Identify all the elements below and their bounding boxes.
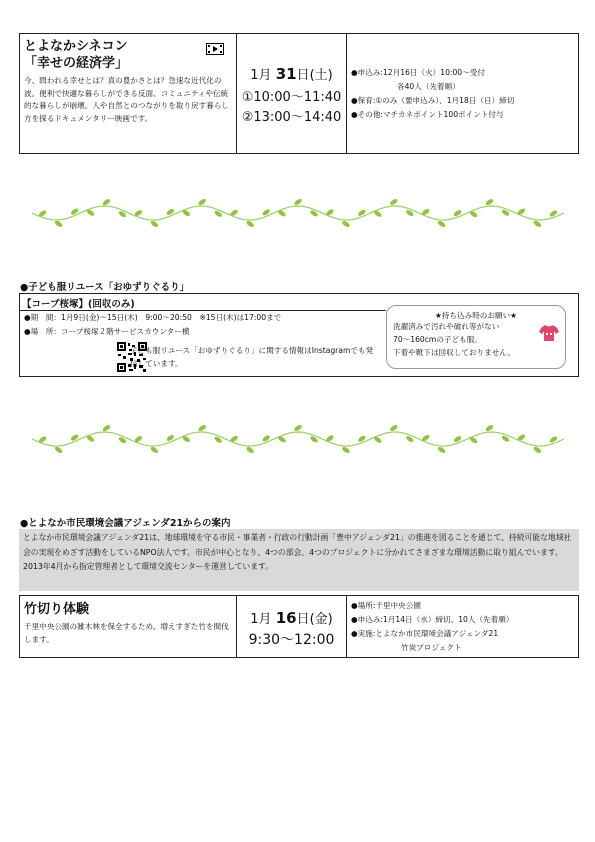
date-weekday: 日(金): [296, 612, 333, 627]
notice-line-1: 洗濯済みで汚れや破れ等がない: [393, 322, 500, 331]
date-weekday: 日(土): [296, 68, 333, 83]
info-childcare: ●保育:①のみ（要申込み）、1月18日（日）締切: [351, 96, 515, 105]
vine-stem: [32, 206, 564, 220]
event-date: [237, 64, 346, 86]
leaf-icon: [485, 425, 494, 432]
date-day: 31: [275, 65, 297, 83]
leaf-icon: [437, 446, 446, 453]
leaf-icon: [54, 446, 63, 453]
leaf-icon: [341, 220, 350, 227]
divider: [346, 596, 347, 657]
cinecon-event-box: [19, 33, 579, 154]
leaf-icon: [389, 199, 398, 206]
event-time: 9:30〜12:00: [248, 632, 335, 648]
leaf-icon: [437, 220, 446, 227]
leaf-icon: [197, 425, 206, 432]
place-text: ●場 所：コープ桜塚２階サービスカウンター横: [24, 327, 190, 336]
info-other: ●その他:マチカネポイント100ポイント付与: [351, 110, 504, 119]
leaf-icon: [341, 446, 350, 453]
event-subtitle: 「幸せの経済学」: [24, 56, 129, 71]
leaf-icon: [293, 425, 302, 432]
reuse-box: [19, 293, 579, 377]
event-date: [237, 608, 346, 630]
date-month: 1月: [250, 612, 272, 627]
date-day: 16: [275, 609, 297, 627]
event-description: 千里中央公園の雑木林を保全するため、増えすぎた竹を間伐します。: [24, 622, 229, 644]
leaf-icon: [150, 446, 159, 453]
divider: [20, 310, 386, 311]
leaf-icon: [197, 199, 206, 206]
shirt-icon: [539, 324, 559, 342]
divider: [346, 34, 347, 153]
info-capacity: 各40人（先着順）: [397, 82, 460, 91]
event-title: とよなかシネコン: [24, 39, 128, 54]
section-heading-reuse: ●子ども服リユース「おゆずりぐるり」: [20, 282, 190, 293]
agenda-intro-text: とよなか市民環境会議アジェンダ21は、地球環境を守る市民・事業者・行政の行動計画「豊中アジェンダ21」の推進を図ることを通じて、持続可能な地域社会の実現をめざす活動をしているNPO法人です。市民が中心となり、4つの部会、4つのプロジェクトに分かれてさまざまな環境活動に取り組んでいます。2013年4月から指定管理者として環境交流センターを運営しています。: [23, 533, 572, 571]
info-application: ●申込み:12月16日（火）10:00〜受付: [351, 68, 485, 77]
vine-stem: [32, 432, 564, 446]
info-place: ●場所:千里中央公園: [351, 601, 421, 610]
section-heading-agenda: ●とよなか市民環境会議アジェンダ21からの案内: [20, 518, 231, 529]
leaf-icon: [533, 220, 542, 227]
time-slot-1: ①10:00〜11:40: [241, 90, 342, 105]
leaf-icon: [102, 425, 111, 432]
location-title: 【コープ桜塚】(回収のみ): [22, 299, 135, 310]
leaf-icon: [54, 220, 63, 227]
notice-title: ★持ち込み時のお願い★: [435, 311, 517, 320]
film-icon: [206, 40, 224, 52]
leaf-icon: [150, 220, 159, 227]
period-text: ●期 間：1月9日(金)〜15日(木) 9:00〜20:50 ※15日(木)は17:00まで: [24, 313, 282, 322]
leaf-icon: [293, 199, 302, 206]
time-slot-2: ②13:00〜14:40: [241, 110, 342, 125]
notice-line-3: 下着や靴下は回収しておりません。: [393, 348, 515, 357]
date-month: 1月: [250, 68, 272, 83]
bamboo-event-box: [19, 595, 579, 658]
leaf-icon: [533, 446, 542, 453]
event-info: [351, 66, 514, 122]
event-info: [351, 599, 513, 655]
leaf-icon: [245, 446, 254, 453]
event-title: 竹切り体験: [24, 602, 90, 617]
info-project: 竹炭プロジェクト: [401, 643, 462, 652]
agenda-intro-band: [19, 529, 579, 591]
notice-line-2: 70〜160cmの子ども服。: [393, 335, 482, 344]
leaf-icon: [389, 425, 398, 432]
info-organizer: ●実施:とよなか市民環境会議アジェンダ21: [351, 629, 499, 638]
notice-box: [386, 305, 566, 369]
event-description: 今、問われる幸せとは？真の豊かさとは？急速な近代化の波。便利で快適な暮らしができる反面、コミュニティや伝統的な暮らしが崩壊。人や自然とのつながりを取り戻す暮らし方を探るドキュメンタリー映画です。: [24, 76, 230, 123]
instagram-note: 子ども服リユース「おゆずりぐるり」に関する情報はInstagramでも発信しています。: [130, 346, 374, 368]
info-application: ●申込み:1月14日（水）締切、10人（先着順）: [351, 615, 514, 624]
vine-decoration: [32, 199, 564, 227]
leaf-icon: [102, 199, 111, 206]
vine-decoration: [32, 425, 564, 453]
leaf-icon: [245, 220, 254, 227]
leaf-icon: [485, 199, 494, 206]
